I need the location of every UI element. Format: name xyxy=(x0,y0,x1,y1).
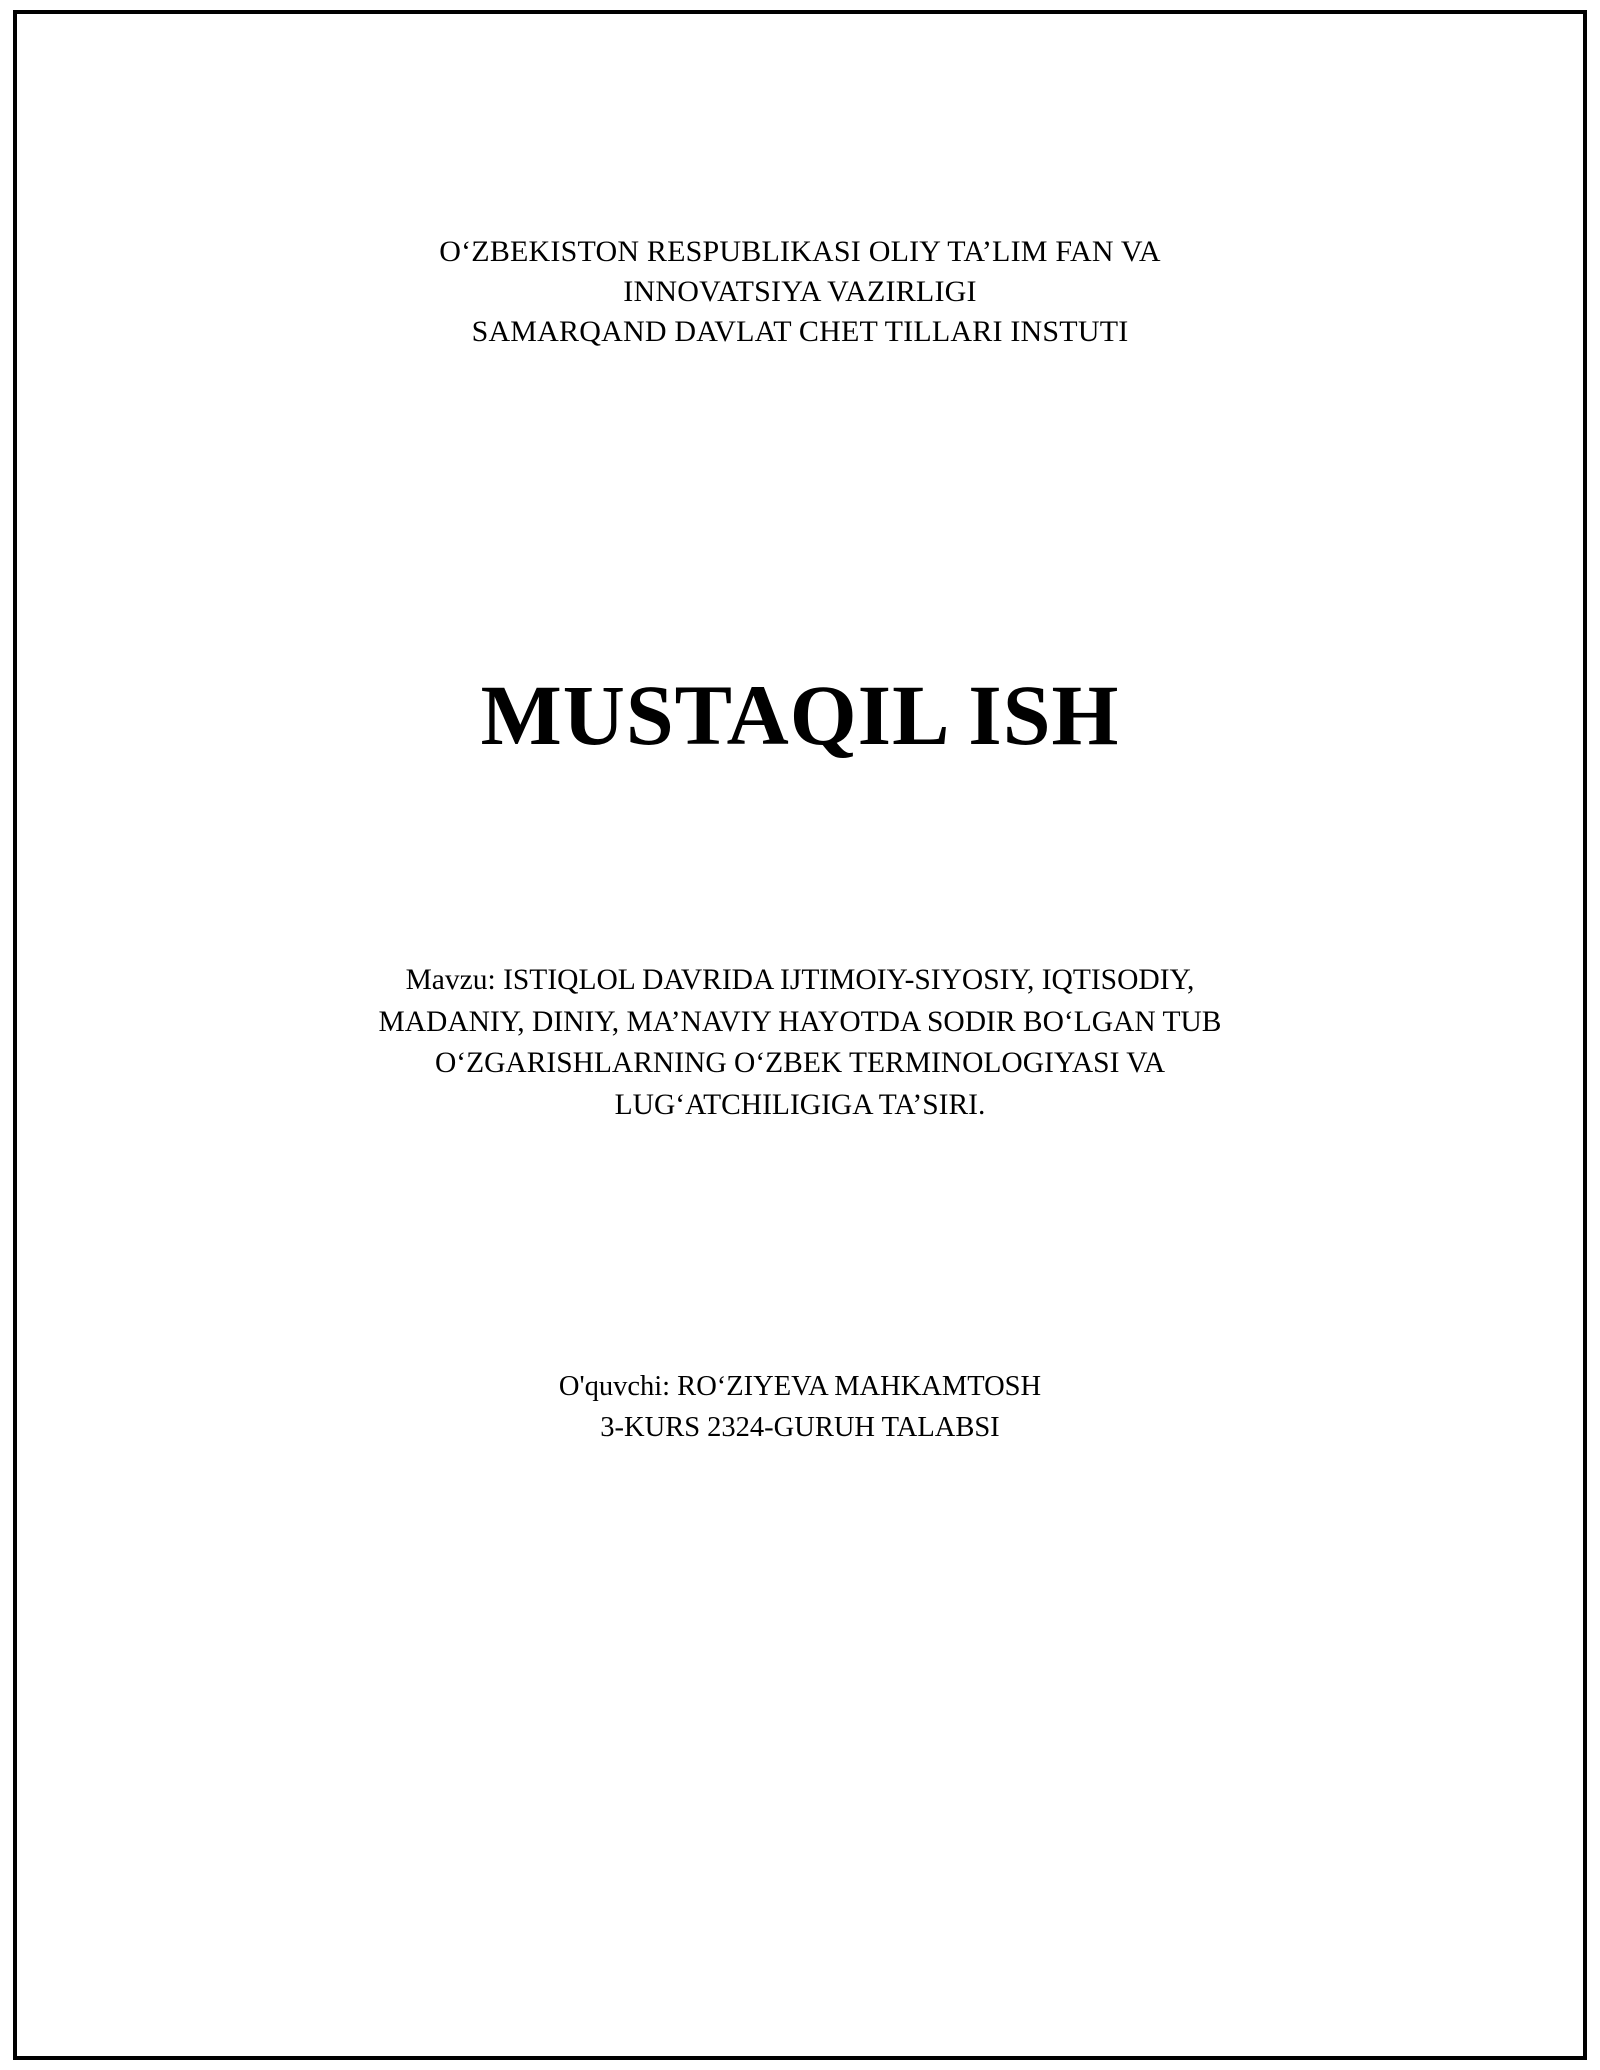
title-page-content xyxy=(240,0,1360,2070)
topic-line-4: LUG‘ATCHILIGIGA TA’SIRI. xyxy=(614,1089,986,1122)
topic-line-2: MADANIY, DINIY, MA’NAVIY HAYOTDA SODIR BO‘LGAN TUB xyxy=(378,1005,1222,1038)
author-name-line: O'quvchi: RO‘ZIYEVA MAHKAMTOSH xyxy=(558,1371,1042,1403)
organization-line-3: SAMARQAND DAVLAT CHET TILLARI INSTUTI xyxy=(471,314,1129,348)
organization-line-2: INNOVATSIYA VAZIRLIGI xyxy=(623,274,977,308)
topic-line-1: Mavzu: ISTIQLOL DAVRIDA IJTIMOIY-SIYOSIY, IQTISODIY, xyxy=(405,963,1195,996)
document-title: MUSTAQIL ISH xyxy=(480,666,1120,763)
author-group-line: 3-KURS 2324-GURUH TALABSI xyxy=(600,1411,1000,1443)
author-information xyxy=(240,1367,1360,1448)
topic-statement xyxy=(240,960,1360,1128)
topic-line-3: O‘ZGARISHLARNING O‘ZBEK TERMINOLOGIYASI VA xyxy=(434,1047,1166,1080)
organization-line-1: O‘ZBEKISTON RESPUBLIKASI OLIY TA’LIM FAN VA xyxy=(439,235,1161,268)
organization-heading xyxy=(240,232,1360,352)
